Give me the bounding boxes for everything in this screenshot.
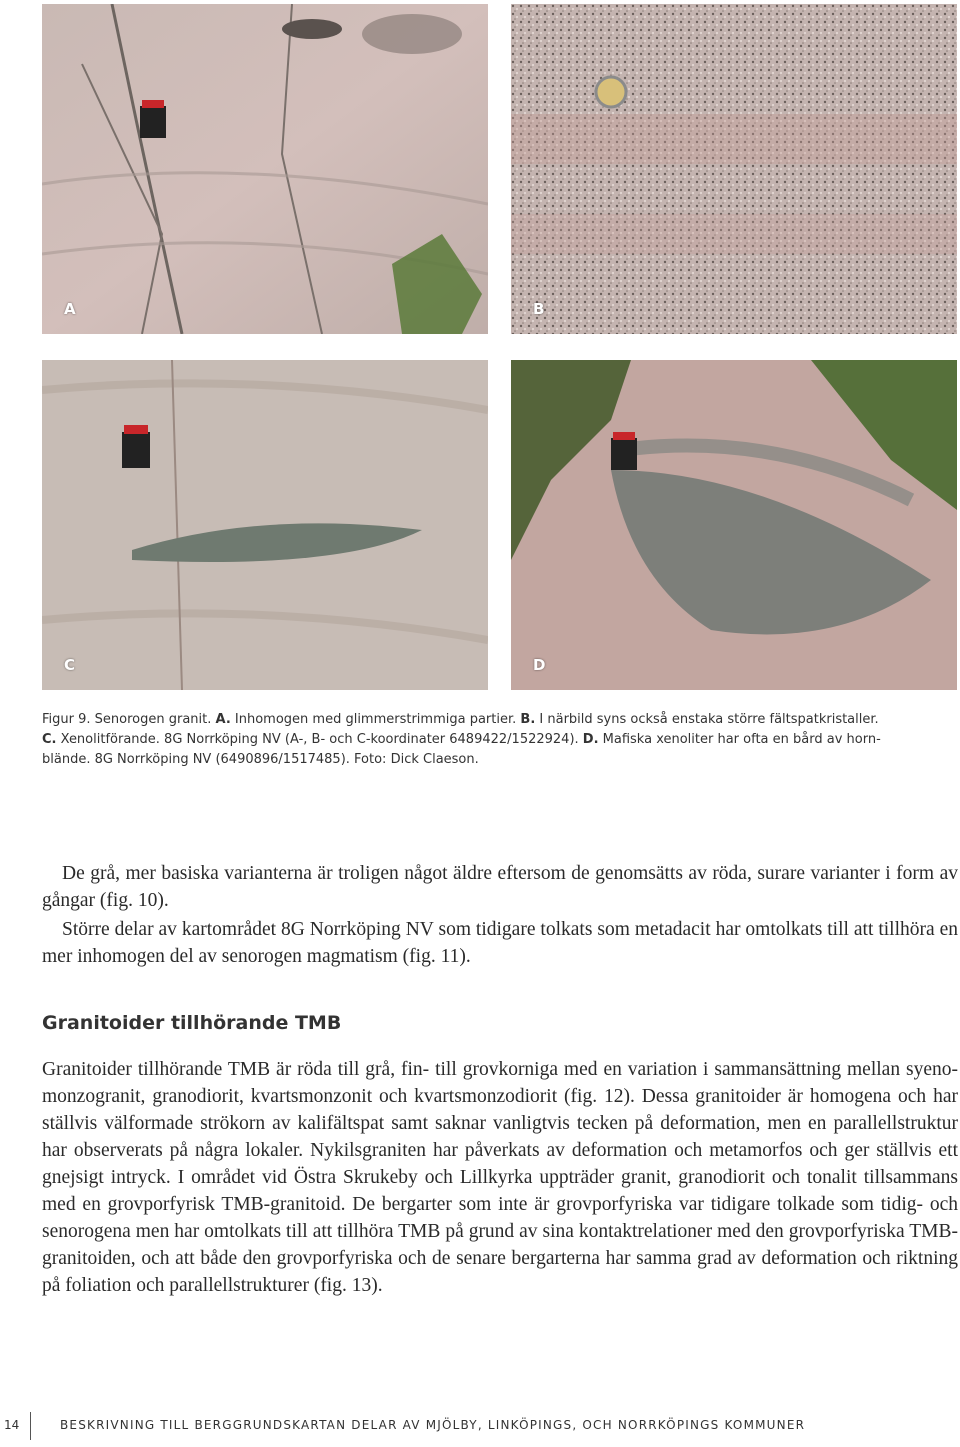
running-title: BESKRIVNING TILL BERGGRUNDSKARTAN DELAR AV MJÖLBY, LINKÖPINGS, OCH NORRKÖPINGS KOMMUNER <box>60 1418 806 1432</box>
caption-d-text: Mafiska xenoliter har ofta en bård av horn-blände. 8G Norrköping NV (6490896/1517485). Foto: Dick Claeson. <box>42 732 881 767</box>
caption-c-text: Xenolitförande. 8G Norrköping NV (A-, B- och C-koordinater 6489422/1522924). <box>56 732 583 747</box>
section-heading: Granitoider tillhörande TMB <box>42 1012 342 1034</box>
granite-outcrop-photo <box>42 4 488 334</box>
xenolith-photo <box>42 360 488 690</box>
panel-label-b: B <box>533 300 545 318</box>
panel-label-c: C <box>64 656 76 674</box>
caption-a-text: Inhomogen med glimmerstrimmiga partier. <box>230 712 521 727</box>
caption-a-label: A. <box>215 712 231 727</box>
panel-label-a: A <box>64 300 76 318</box>
photo-panel-a <box>42 4 488 334</box>
granite-closeup-photo <box>511 4 957 334</box>
caption-c-label: C. <box>42 732 57 747</box>
page-number: 14 <box>4 1418 20 1432</box>
caption-fig-label: Figur 9. <box>42 712 91 727</box>
footer-divider <box>30 1412 31 1440</box>
photo-panel-c <box>42 360 488 690</box>
caption-b-text: I närbild syns också enstaka större fältspatkristaller. <box>535 712 879 727</box>
panel-label-d: D <box>533 656 546 674</box>
paragraph-grey-varieties: De grå, mer basiska varianterna är troligen något äldre eftersom de genomsätts av röda, surare varianter i form av gångar (fig. 10). <box>42 863 958 911</box>
photo-panel-d <box>511 360 957 690</box>
mafic-xenolith-photo <box>511 360 957 690</box>
paragraph-tmb-granitoids: Granitoider tillhörande TMB är röda till grå, fin- till grovkorniga med en variation i sammansättning mellan syeno-monzogranit, granodiorit, kvartsmonzonit och kvartsmonzodiorit (fig. 12). Dessa granitoider är homogena och har ställvis välformade strökorn av kalifältspat samt saknar vanligtvis tecken på deformation, men en parallellstruktur har observerats på några lokaler. Nykilsgraniten har påverkats av deformation och metamorfos och ger ställvis ett gnejsigt intryck. I området vid Östra Skrukeby och Lillkyrka uppträder granit, granodiorit och tonalit tillsammans med en grovporfyrisk TMB-granitoid. De bergarter som inte är grovporfyriska var tidigare tolkade som tidig- och senorogena men har omtolkats till att tillhöra TMB på grund av sina kontaktrelationer med den grovporfyriska TMB-granitoiden, och att både den grovporfyriska och de senare bergarterna har samma grad av deformation och riktning på foliation och parallellstrukturer (fig. 13). <box>42 1059 958 1296</box>
caption-d-label: D. <box>582 732 599 747</box>
photo-panel-b <box>511 4 957 334</box>
figure-caption <box>42 710 922 770</box>
caption-b-label: B. <box>520 712 536 727</box>
caption-intro: Senorogen granit. <box>90 712 216 727</box>
paragraph-metadacite: Större delar av kartområdet 8G Norrköping NV som tidigare tolkats som metadacit har omtolkats till att tillhöra en mer inhomogen del av senorogen magmatism (fig. 11). <box>42 919 958 967</box>
